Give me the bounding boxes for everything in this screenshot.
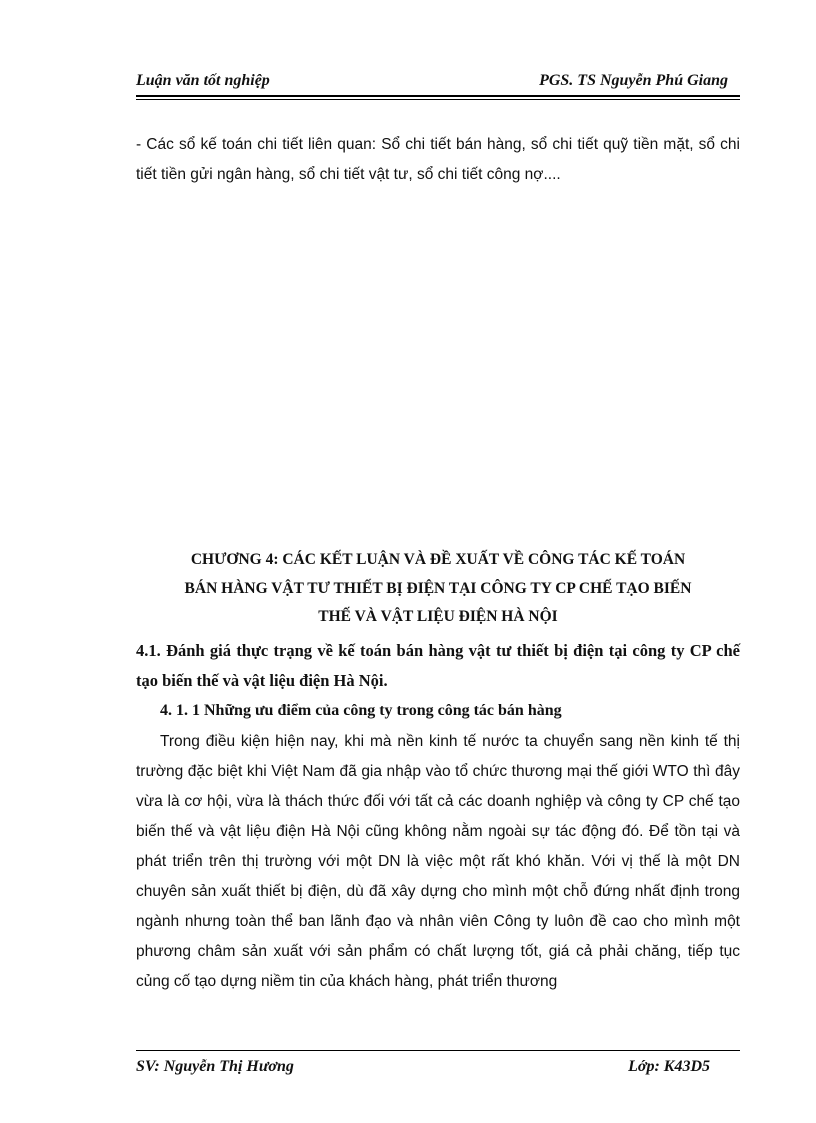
footer-rule [136,1050,740,1051]
header-thesis-label: Luận văn tốt nghiệp [136,72,270,89]
header-rule-thick [136,95,740,97]
chapter-title [136,546,740,632]
body-paragraph: Trong điều kiện hiện nay, khi mà nền kinh tế nước ta chuyển sang nền kinh tế thị trường đặc biệt khi Việt Nam đã gia nhập vào tổ chức thương mại thế giới WTO thì đây vừa là cơ hội, vừa là thách thức đối với tất cả các doanh nghiệp và công ty CP chế tạo biến thế và vật liệu điện Hà Nội cũng không nằm ngoài sự tác động đó. Để tồn tại và phát triển trên thị trường với một DN là việc một rất khó khăn. Với vị thế là một DN chuyên sản xuất thiết bị điện, dù đã xây dựng cho mình một chỗ đứng nhất định trong ngành nhưng toàn thể ban lãnh đạo và nhân viên Công ty luôn đề cao cho mình một phương châm sản xuất với sản phẩm có chất lượng tốt, giá cả phải chăng, tiếp tục củng cố tạo dựng niềm tin của khách hàng, phát triển thương [136,733,740,990]
header-rule-thin [136,99,740,100]
section-heading-4-1-1: 4. 1. 1 Những ưu điểm của công ty trong công tác bán hàng [160,702,562,719]
page-header [136,70,740,94]
page-footer [136,1050,740,1080]
section-heading-4-1: 4.1. Đánh giá thực trạng về kế toán bán hàng vật tư thiết bị điện tại công ty CP chế tạo biến thế và vật liệu điện Hà Nội. [136,641,740,690]
chapter-title-line-3: THẾ VÀ VẬT LIỆU ĐIỆN HÀ NỘI [318,608,558,625]
chapter-title-line-2: BÁN HÀNG VẬT TƯ THIẾT BỊ ĐIỆN TẠI CÔNG TY CP CHẾ TẠO BIẾN [184,579,692,597]
header-supervisor: PGS. TS Nguyễn Phú Giang [539,72,728,89]
intro-paragraph: - Các sổ kế toán chi tiết liên quan: Sổ chi tiết bán hàng, sổ chi tiết quỹ tiền mặt, sổ chi tiết tiền gửi ngân hàng, sổ chi tiết vật tư, sổ chi tiết công nợ.... [136,136,740,183]
footer-class: Lớp: K43D5 [628,1058,710,1075]
chapter-title-line-1: CHƯƠNG 4: CÁC KẾT LUẬN VÀ ĐỀ XUẤT VỀ CÔNG TÁC KẾ TOÁN [190,551,686,568]
footer-student-name: SV: Nguyễn Thị Hương [136,1058,294,1075]
